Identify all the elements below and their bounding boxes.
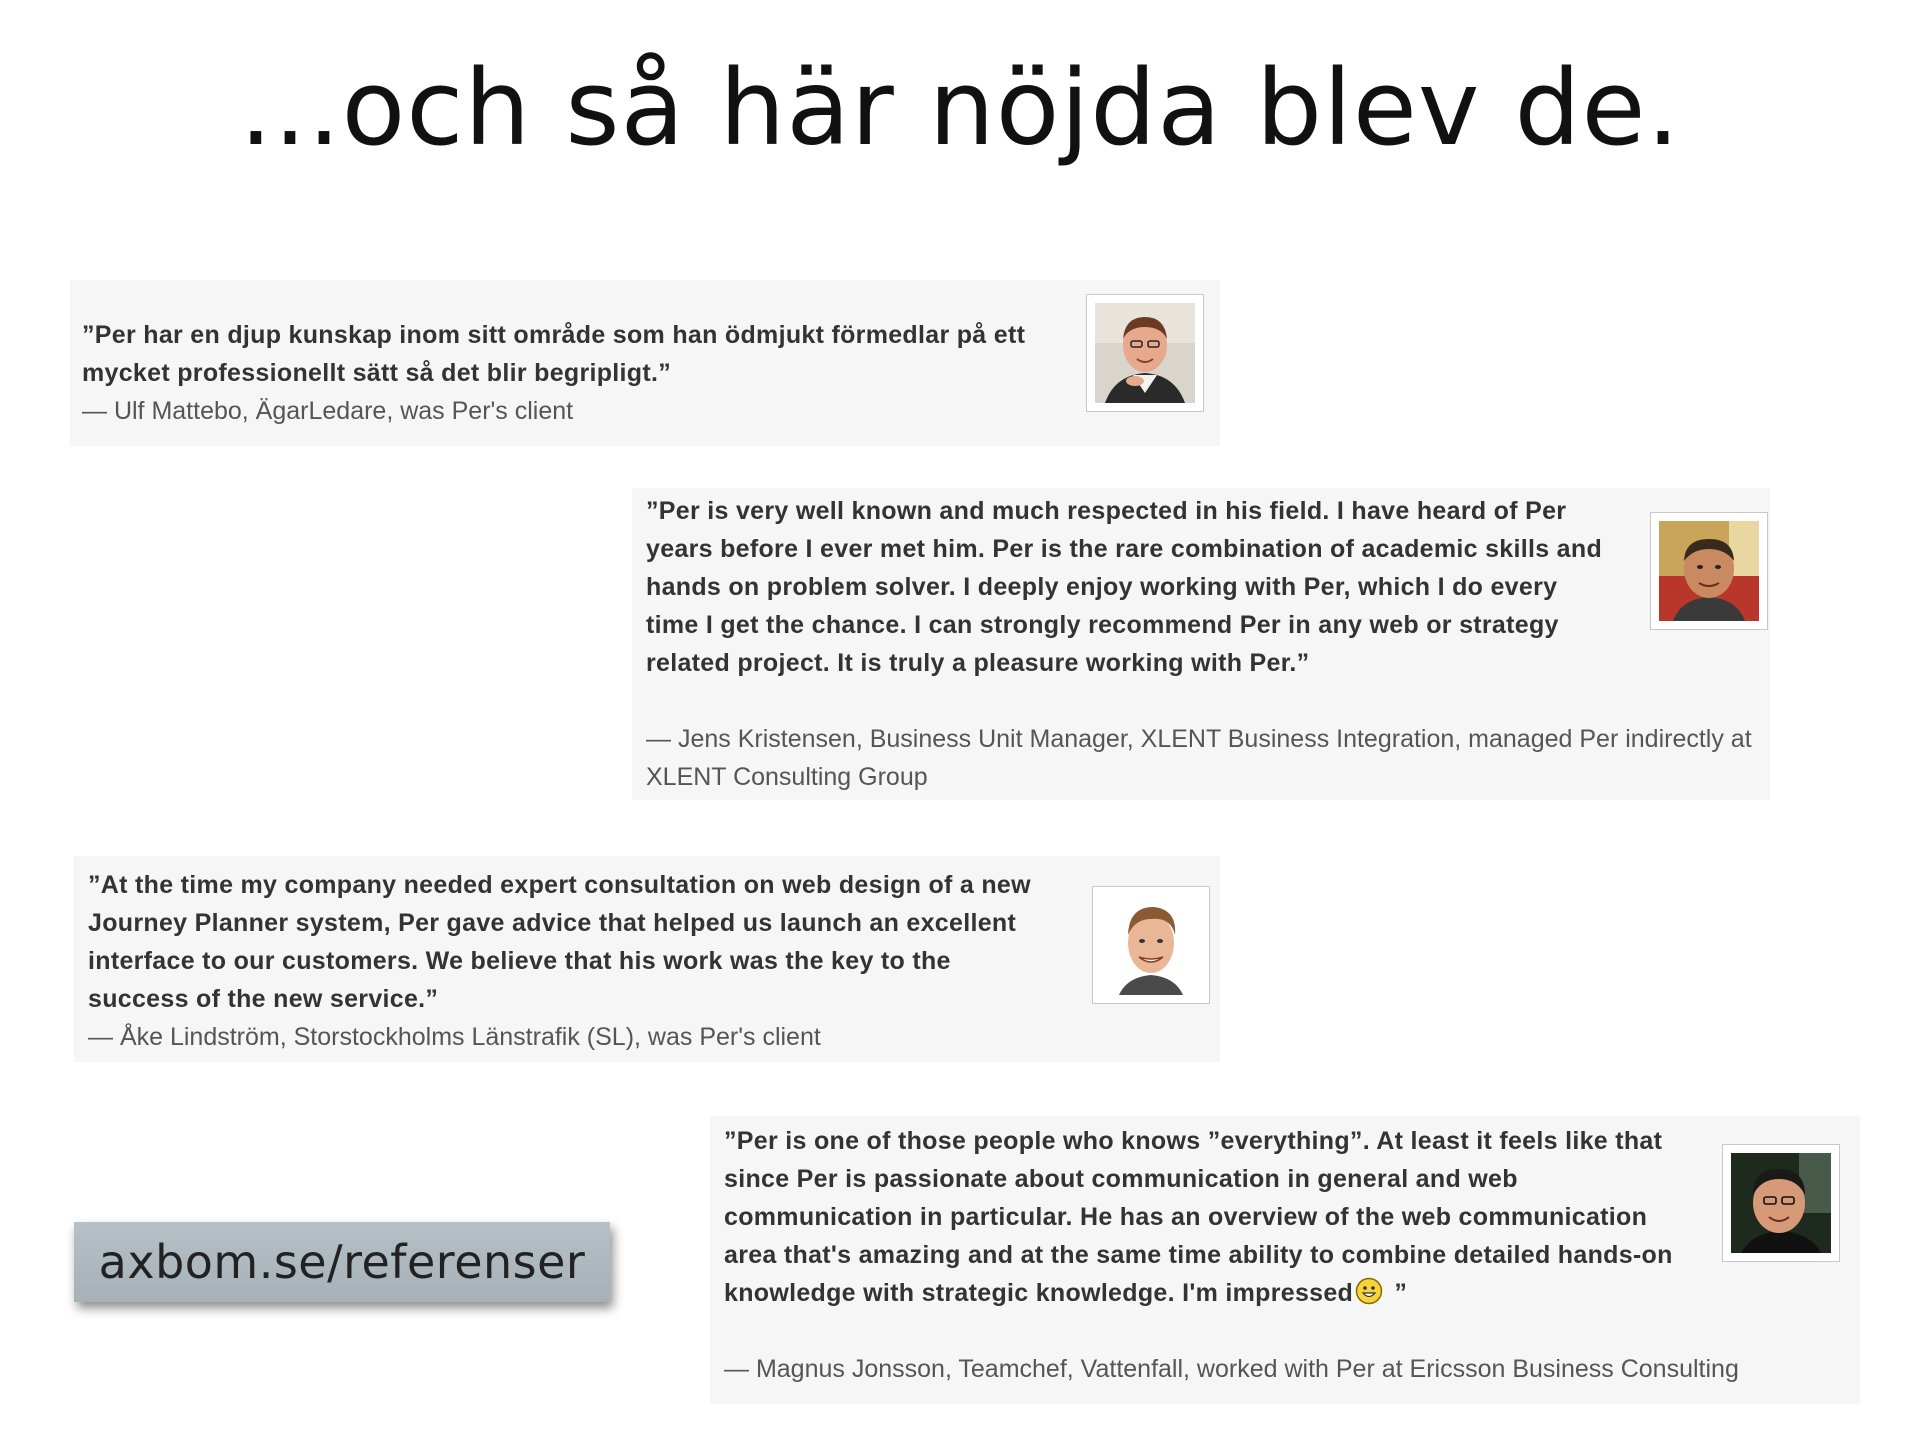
testimonial-quote: ”Per har en djup kunskap inom sitt område som han ödmjukt förmedlar på ett mycket professionellt sätt så det blir begripligt.” [82, 321, 1026, 387]
person-portrait-icon [1731, 1153, 1831, 1253]
avatar [1092, 886, 1210, 1004]
testimonial-quote-text: ”Per is one of those people who knows ”everything”. At least it feels like that since Per is passionate about communication in general and web communication in particular. He has an overview of the web communication area that's amazing and at the same time ability to combine detailed hands-on knowledge with strategic knowledge. I'm impressed [724, 1127, 1673, 1307]
slide-title: ...och så här nöjda blev de. [239, 47, 1681, 169]
testimonial-quote: ”Per is very well known and much respected in his field. I have heard of Per years before I ever met him. Per is the rare combination of academic skills and hands on problem solver. I deeply enjoy working with Per, which I do every time I get the chance. I can strongly recommend Per in any web or strategy related project. It is truly a pleasure working with Per.” [646, 497, 1603, 677]
reference-link-text[interactable]: axbom.se/referenser [98, 1235, 586, 1289]
testimonial-quote [724, 1122, 1684, 1312]
avatar [1086, 294, 1204, 412]
testimonial-card-3 [74, 856, 1220, 1062]
person-portrait-icon [1659, 521, 1759, 621]
smiley-icon [1355, 1277, 1383, 1305]
person-portrait-icon [1101, 895, 1201, 995]
testimonial-card-4 [710, 1116, 1860, 1404]
testimonial-card-1 [70, 280, 1220, 446]
testimonial-attribution: — Magnus Jonsson, Teamchef, Vattenfall, worked with Per at Ericsson Business Consulting [724, 1355, 1739, 1383]
avatar [1722, 1144, 1840, 1262]
avatar [1650, 512, 1768, 630]
testimonial-attribution: — Ulf Mattebo, ÄgarLedare, was Per's client [82, 397, 574, 425]
person-portrait-icon [1095, 303, 1195, 403]
testimonial-quote-end: ” [1387, 1279, 1408, 1307]
testimonial-attribution: — Jens Kristensen, Business Unit Manager, XLENT Business Integration, managed Per indirectly at XLENT Consulting Group [646, 725, 1752, 791]
reference-link-box[interactable] [74, 1222, 610, 1302]
testimonial-attribution: — Åke Lindström, Storstockholms Länstrafik (SL), was Per's client [88, 1023, 821, 1051]
testimonial-quote: ”At the time my company needed expert consultation on web design of a new Journey Planner system, Per gave advice that helped us launch an excellent interface to our customers. We believe that his work was the key to the success of the new service.” [88, 871, 1031, 1013]
testimonial-card-2 [632, 488, 1770, 800]
